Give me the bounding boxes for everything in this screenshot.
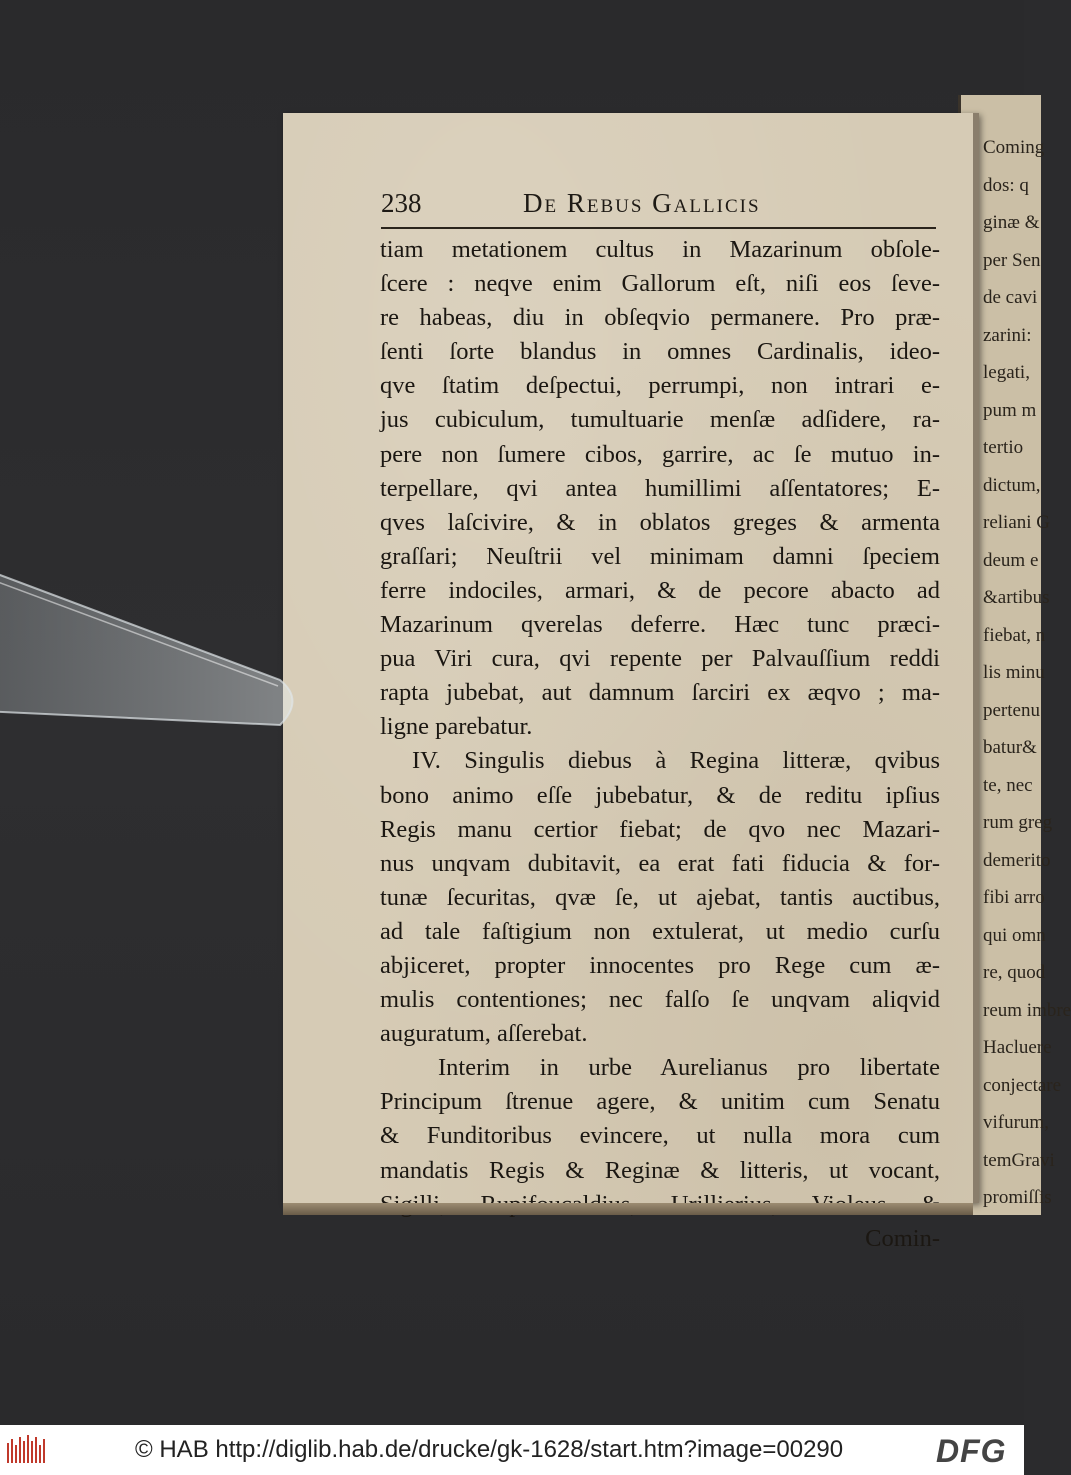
text-line: ferre indociles, armari, & de pecore abacto ad	[380, 576, 940, 604]
facing-page-fragment: Coming	[983, 137, 1045, 158]
facing-page-fragment: zarini:	[983, 324, 1032, 346]
text-line: & Funditoribus evincere, ut nulla mora cum	[380, 1122, 940, 1150]
text-line: mandatis Regis & Reginæ & litteris, ut vocant,	[380, 1156, 940, 1184]
facing-page-fragment: re, quod	[983, 962, 1046, 983]
facing-page-fragment: pertenu	[983, 699, 1040, 721]
footer-bar	[0, 1425, 1024, 1475]
text-line: ſenti ſorte blandus in omnes Cardinalis, ideo-	[380, 338, 940, 366]
facing-page-fragment: conjectare	[983, 1074, 1062, 1096]
facing-page-fragment: batur&	[983, 737, 1037, 758]
text-line: abjiceret, propter innocentes pro Rege cum æ-	[380, 951, 940, 979]
text-line: terpellare, qvi antea humillimi aſſentatores; E-	[380, 474, 940, 502]
facing-page-fragment: &artibus	[983, 587, 1050, 608]
facing-page-fragment: tertio	[983, 437, 1024, 458]
text-line: graſſari; Neuſtrii vel minimam damni ſpeciem	[380, 542, 940, 570]
text-line: Interim in urbe Aurelianus pro libertate	[438, 1054, 940, 1082]
facing-page-fragment: lis minu	[983, 662, 1045, 683]
text-line: nus unqvam dubitavit, ea erat fati fiducia & for-	[380, 849, 940, 877]
copyright-link[interactable]: © HAB http://diglib.hab.de/drucke/gk-1628/start.htm?image=00290	[135, 1436, 844, 1463]
facing-page-fragment: de cavi	[983, 287, 1038, 308]
text-line: IV. Singulis diebus à Regina litteræ, qvibus	[412, 747, 940, 775]
text-line: re habeas, diu in obſeqvio permanere. Pro præ-	[380, 304, 940, 332]
text-line: bono animo eſſe jubebatur, & de reditu ipſius	[380, 781, 940, 809]
facing-page-fragment: legati,	[983, 362, 1030, 383]
facing-page-fragment: deum e	[983, 549, 1039, 571]
facing-page-fragment: ginæ &	[983, 212, 1040, 233]
text-line: auguratum, aſſerebat.	[380, 1020, 588, 1048]
text-line: Regis manu certior fiebat; de qvo nec Mazari-	[380, 815, 940, 843]
text-line: Principum ſtrenue agere, & unitim cum Senatu	[380, 1088, 940, 1116]
facing-page-fragment: per Sen	[983, 249, 1041, 271]
text-line: ſcere : neqve enim Gallorum eſt, niſi eos ſeve-	[380, 270, 940, 298]
page-edge	[283, 1203, 973, 1215]
facing-page-fragment: fiebat, n	[983, 624, 1046, 646]
facing-page-fragment: te, nec	[983, 774, 1033, 796]
text-line: qves laſcivire, & in oblatos greges & armenta	[380, 508, 940, 536]
facing-page-fragment: rum greg	[983, 812, 1053, 833]
facing-page-fragment: promiſſis	[983, 1187, 1052, 1208]
facing-page-fragment: dictum,	[983, 474, 1041, 496]
text-line: qve ſtatim deſpectui, perrumpi, non intrari e-	[380, 372, 940, 400]
facing-page-fragment: reum imbre	[983, 999, 1071, 1021]
text-line: jus cubiculum, tumultuarie menſæ adſidere, ra-	[380, 406, 940, 434]
text-line: Comin-	[865, 1224, 940, 1252]
text-line: tiam metationem cultus in Mazarinum obſole-	[380, 236, 940, 263]
book-page	[283, 113, 979, 1252]
text-line: pere non ſumere cibos, garrire, ac ſe mutuo in-	[380, 440, 940, 468]
text-line: mulis contentiones; nec falſo ſe unqvam aliqvid	[380, 986, 940, 1014]
facing-page-fragment: vifurum,	[983, 1112, 1049, 1133]
text-line: ad tale faſtigium non extulerat, ut medio curſu	[380, 917, 940, 945]
glass-pointer	[0, 560, 320, 760]
text-line: Mazarinum qverelas deferre. Hæc tunc præci-	[380, 611, 940, 639]
page-number: 238	[381, 188, 422, 218]
page-header	[381, 188, 941, 228]
header-rule	[381, 227, 936, 229]
text-line: ligne parebatur.	[380, 713, 533, 741]
facing-page-fragment: reliani G	[983, 512, 1051, 533]
hab-barcode-icon	[6, 1435, 48, 1465]
text-line: rapta jubebat, aut damnum ſarciri ex æqvo ; ma-	[380, 679, 940, 707]
page-text	[380, 233, 940, 1256]
facing-page-fragment: fibi arro	[983, 887, 1045, 908]
facing-page-fragment: Hacluere	[983, 1037, 1052, 1058]
facing-page-fragment: qui omn	[983, 924, 1046, 946]
running-title: De Rebus Gallicis	[523, 188, 761, 218]
facing-page-fragment: pum m	[983, 399, 1037, 421]
text-line: pua Viri cura, qvi repente per Palvauſſium reddi	[380, 645, 940, 673]
facing-page-fragment: dos: q	[983, 174, 1029, 196]
facing-page-fragment: demerito	[983, 849, 1051, 871]
facing-page-fragment: temGravi	[983, 1149, 1055, 1171]
text-line: tunæ ſecuritas, qvæ ſe, ut ajebat, tantis auctibus,	[380, 883, 940, 911]
dfg-logo: DFG	[936, 1433, 1007, 1469]
